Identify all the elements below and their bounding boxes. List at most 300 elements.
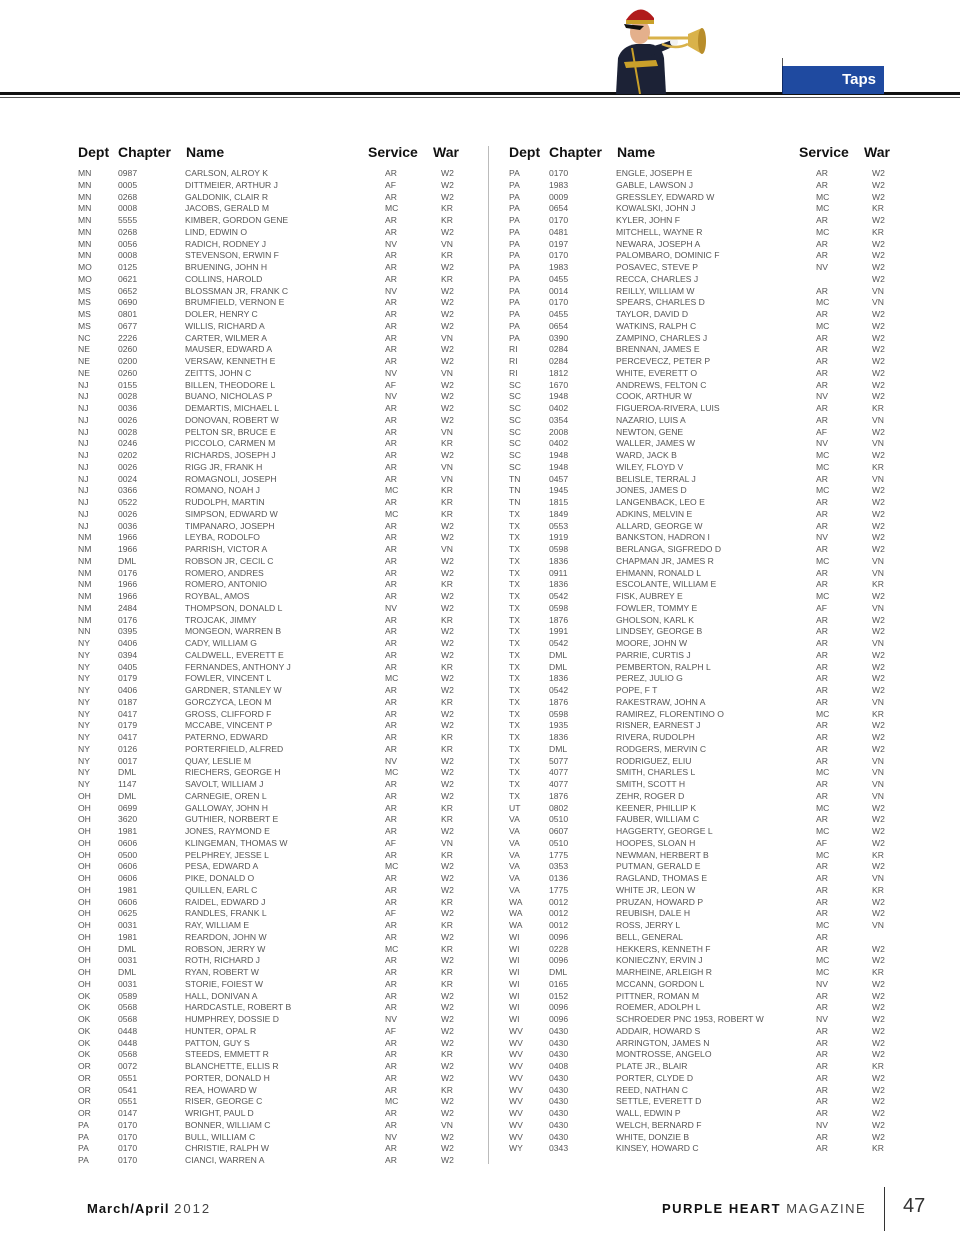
cell-dept: NJ — [78, 508, 89, 519]
cell-dept: TN — [509, 485, 521, 496]
cell-name: CADY, WILLIAM G — [185, 638, 257, 648]
cell-chapter: 0026 — [118, 414, 138, 425]
cell-war: W2 — [441, 520, 454, 531]
cell-dept: OH — [78, 884, 91, 895]
cell-chapter: 2484 — [118, 602, 138, 613]
cell-name: PESA, EDWARD A — [185, 861, 259, 872]
cell-dept: NM — [78, 544, 92, 554]
cell-dept: VA — [509, 814, 520, 825]
cell-war: KR — [441, 943, 453, 954]
cell-service: MC — [816, 450, 830, 460]
cell-war: W2 — [441, 649, 454, 660]
cell-chapter: 0430 — [549, 1072, 569, 1083]
cell-service: MC — [816, 802, 830, 813]
cell-chapter: 0096 — [549, 955, 569, 966]
cell-chapter: 0165 — [549, 978, 569, 989]
cell-chapter: 0197 — [549, 238, 569, 249]
cell-dept: NJ — [78, 473, 89, 484]
cell-dept: PA — [509, 285, 520, 296]
cell-chapter: 0430 — [549, 1119, 569, 1130]
cell-dept: PA — [509, 226, 520, 237]
cell-chapter: 0598 — [549, 602, 569, 613]
cell-chapter: 4077 — [549, 767, 569, 778]
cell-war: W2 — [441, 1014, 454, 1024]
cell-war: KR — [441, 814, 453, 825]
cell-war: W2 — [441, 356, 454, 366]
cell-dept: WI — [509, 1014, 520, 1024]
cell-name: PITTNER, ROMAN M — [616, 990, 700, 1001]
cell-chapter: 0598 — [549, 708, 569, 719]
cell-service: AR — [816, 873, 828, 883]
cell-name: STORIE, FOIEST W — [185, 978, 263, 989]
cell-service: AR — [816, 508, 828, 519]
cell-war: KR — [872, 226, 884, 237]
cell-service: AR — [385, 332, 397, 343]
cell-dept: NJ — [78, 520, 89, 531]
cell-dept: NM — [78, 567, 92, 578]
cell-dept: OH — [78, 920, 91, 930]
header-rule-thin — [0, 97, 960, 98]
cell-chapter: 0510 — [549, 814, 569, 825]
cell-service: AR — [816, 908, 828, 919]
cell-chapter: 0136 — [549, 873, 569, 883]
cell-chapter: 0510 — [549, 837, 569, 848]
cell-dept: TX — [509, 720, 520, 731]
cell-service: AR — [385, 920, 397, 930]
cell-war: W2 — [441, 626, 454, 637]
cell-war: W2 — [872, 1084, 885, 1095]
cell-war: KR — [872, 884, 884, 895]
cell-war: W2 — [441, 873, 454, 883]
cell-chapter: 0542 — [549, 685, 569, 695]
cell-name: RAIDEL, EDWARD J — [185, 896, 266, 907]
cell-war: KR — [872, 967, 884, 977]
cell-service: MC — [385, 485, 399, 496]
cell-service: AR — [385, 273, 397, 284]
cell-name: ZEHR, ROGER D — [616, 790, 685, 801]
cell-war: VN — [441, 473, 453, 484]
cell-name: FOWLER, VINCENT L — [185, 673, 272, 684]
cell-chapter: 0353 — [549, 861, 569, 872]
cell-service: AR — [385, 814, 397, 825]
cell-name: ADDAIR, HOWARD S — [616, 1025, 701, 1036]
cell-name: WRIGHT, PAUL D — [185, 1108, 254, 1118]
cell-service: NV — [385, 391, 397, 402]
cell-war: KR — [441, 743, 453, 754]
cell-service: NV — [816, 532, 828, 543]
cell-chapter: 0500 — [118, 849, 138, 860]
cell-dept: MN — [78, 179, 92, 190]
cell-dept: NY — [78, 779, 90, 789]
issue-year: 2012 — [174, 1201, 212, 1216]
cell-war: KR — [441, 896, 453, 907]
cell-war: W2 — [872, 1119, 885, 1130]
cell-name: PICCOLO, CARMEN M — [185, 438, 276, 449]
cell-service: AR — [816, 414, 828, 425]
cell-war: W2 — [441, 1108, 454, 1118]
cell-name: WILEY, FLOYD V — [616, 461, 684, 472]
cell-service: AR — [816, 814, 828, 825]
cell-name: ROYBAL, AMOS — [185, 591, 250, 601]
cell-war: VN — [872, 790, 884, 801]
cell-name: WARD, JACK B — [616, 450, 677, 460]
cell-war: W2 — [872, 544, 885, 554]
cell-name: ROBSON, JERRY W — [185, 943, 266, 954]
cell-name: PARRISH, VICTOR A — [185, 544, 268, 554]
cell-chapter: 1991 — [549, 626, 569, 637]
cell-chapter: 0170 — [549, 168, 569, 178]
cell-service: AR — [385, 320, 397, 331]
cell-chapter: 0343 — [549, 1143, 569, 1154]
cell-service: AR — [816, 168, 828, 178]
cell-name: POPE, F T — [616, 685, 658, 695]
cell-service: AR — [385, 497, 397, 507]
cell-war: W2 — [872, 1002, 885, 1013]
cell-service: AR — [385, 215, 397, 225]
cell-war: W2 — [872, 955, 885, 966]
cell-service: NV — [385, 1131, 397, 1142]
cell-service: MC — [816, 767, 830, 778]
cell-war: W2 — [872, 367, 885, 378]
cell-war: KR — [872, 579, 884, 590]
cell-service: MC — [816, 226, 830, 237]
cell-dept: NJ — [78, 391, 89, 402]
cell-chapter: 2226 — [118, 332, 138, 343]
cell-dept: NE — [78, 344, 90, 355]
cell-service: AR — [385, 438, 397, 449]
cell-chapter: DML — [549, 661, 568, 672]
cell-service: AR — [385, 450, 397, 460]
cell-chapter: 0406 — [118, 685, 138, 695]
cell-service: AR — [385, 696, 397, 707]
cell-chapter: 0542 — [549, 591, 569, 601]
cell-chapter: 0551 — [118, 1072, 138, 1083]
cell-name: RAY, WILLIAM E — [185, 920, 250, 930]
cell-war: W2 — [872, 908, 885, 919]
cell-chapter: 0176 — [118, 614, 138, 625]
cell-chapter: 0606 — [118, 837, 138, 848]
cell-name: TIMPANARO, JOSEPH — [185, 520, 275, 531]
cell-war: W2 — [441, 403, 454, 413]
cell-name: ROBSON JR, CECIL C — [185, 555, 274, 566]
cell-dept: MS — [78, 309, 91, 319]
cell-chapter: 0009 — [549, 191, 569, 202]
cell-chapter: 0170 — [118, 1143, 138, 1154]
cell-name: RYAN, ROBERT W — [185, 967, 259, 977]
cell-war: W2 — [441, 226, 454, 237]
cell-service: AR — [385, 520, 397, 531]
cell-name: BELISLE, TERRAL J — [616, 473, 696, 484]
cell-dept: NM — [78, 591, 92, 601]
cell-name: WILLIS, RICHARD A — [185, 320, 265, 331]
cell-war: W2 — [441, 908, 454, 919]
cell-name: POSAVEC, STEVE P — [616, 262, 698, 272]
cell-chapter: 0200 — [118, 356, 138, 366]
cell-dept: OH — [78, 896, 91, 907]
cell-service: NV — [816, 1014, 828, 1024]
cell-service: MC — [385, 943, 399, 954]
cell-service: AF — [385, 1025, 396, 1036]
cell-name: CARNEGIE, OREN L — [185, 790, 267, 801]
cell-war: W2 — [441, 532, 454, 543]
cell-service: AR — [816, 579, 828, 590]
cell-service: AR — [385, 591, 397, 601]
cell-chapter: 0553 — [549, 520, 569, 531]
cell-dept: PA — [509, 273, 520, 284]
cell-dept: NJ — [78, 438, 89, 449]
cell-chapter: 0268 — [118, 226, 138, 237]
header-war: War — [864, 144, 890, 160]
cell-name: DITTMEIER, ARTHUR J — [185, 179, 278, 190]
cell-dept: TX — [509, 544, 520, 554]
cell-dept: OH — [78, 837, 91, 848]
cell-chapter: 2008 — [549, 426, 569, 437]
cell-war: W2 — [872, 273, 885, 284]
cell-chapter: 1983 — [549, 262, 569, 272]
cell-war: W2 — [441, 1131, 454, 1142]
cell-dept: TX — [509, 649, 520, 660]
cell-dept: UT — [509, 802, 521, 813]
cell-service: AR — [816, 1002, 828, 1013]
cell-name: ROMERO, ANTONIO — [185, 579, 267, 590]
cell-war: KR — [872, 1143, 884, 1154]
cell-war: W2 — [872, 626, 885, 637]
cell-chapter: 0542 — [549, 638, 569, 648]
cell-chapter: 0024 — [118, 473, 138, 484]
cell-war: KR — [872, 1061, 884, 1071]
cell-service: AR — [816, 179, 828, 190]
cell-service: AR — [816, 990, 828, 1001]
cell-war: W2 — [441, 1096, 454, 1107]
cell-service: AR — [385, 708, 397, 719]
cell-name: ARRINGTON, JAMES N — [616, 1037, 710, 1048]
cell-chapter: 1948 — [549, 391, 569, 402]
cell-name: LEYBA, RODOLFO — [185, 532, 260, 543]
header-name: Name — [617, 144, 656, 160]
cell-chapter: 0012 — [549, 908, 569, 919]
cell-service: AR — [816, 1143, 828, 1154]
cell-chapter: DML — [118, 943, 137, 954]
cell-service: MC — [385, 1096, 399, 1107]
cell-dept: PA — [78, 1155, 89, 1165]
cell-name: DEMARTIS, MICHAEL L — [185, 403, 280, 413]
cell-chapter: 0448 — [118, 1025, 138, 1036]
cell-chapter: 0621 — [118, 273, 138, 284]
cell-dept: NY — [78, 755, 90, 766]
cell-war: KR — [441, 849, 453, 860]
cell-service: AR — [385, 1108, 397, 1118]
cell-war: W2 — [872, 826, 885, 836]
cell-war: W2 — [441, 790, 454, 801]
cell-war: W2 — [441, 1025, 454, 1036]
cell-chapter: 1966 — [118, 579, 138, 590]
cell-chapter: 0028 — [118, 391, 138, 402]
cell-war: W2 — [441, 414, 454, 425]
cell-service: AR — [816, 720, 828, 731]
cell-dept: SC — [509, 450, 521, 460]
cell-name: GABLE, LAWSON J — [616, 179, 694, 190]
cell-chapter: 0202 — [118, 450, 138, 460]
cell-war: W2 — [872, 520, 885, 531]
cell-dept: NY — [78, 661, 90, 672]
cell-chapter: 0284 — [549, 344, 569, 355]
cell-name: CHRISTIE, RALPH W — [185, 1143, 270, 1154]
cell-service: AR — [385, 873, 397, 883]
cell-chapter: 0606 — [118, 861, 138, 872]
cell-service: AR — [385, 1119, 397, 1130]
cell-chapter: 0096 — [549, 1014, 569, 1024]
cell-dept: OH — [78, 955, 91, 966]
cell-service: AR — [816, 1072, 828, 1083]
cell-service: AR — [385, 309, 397, 319]
cell-chapter: 0228 — [549, 943, 569, 954]
cell-name: ALLARD, GEORGE W — [616, 520, 703, 531]
cell-chapter: 0568 — [118, 1014, 138, 1024]
cell-chapter: 0607 — [549, 826, 569, 836]
cell-war: KR — [441, 485, 453, 496]
cell-service: AF — [816, 837, 827, 848]
cell-name: BRENNAN, JAMES E — [616, 344, 700, 355]
cell-name: QUILLEN, EARL C — [185, 884, 258, 895]
cell-service: AR — [385, 226, 397, 237]
cell-dept: TX — [509, 520, 520, 531]
cell-war: W2 — [872, 179, 885, 190]
cell-war: W2 — [872, 591, 885, 601]
cell-war: W2 — [872, 508, 885, 519]
cell-name: WALL, EDWIN P — [616, 1108, 681, 1118]
cell-dept: VA — [509, 861, 520, 872]
cell-service: MC — [816, 320, 830, 331]
cell-service: AR — [816, 1131, 828, 1142]
cell-chapter: 3620 — [118, 814, 138, 825]
cell-name: PELTON SR, BRUCE E — [185, 426, 276, 437]
cell-service: AR — [816, 1025, 828, 1036]
cell-war: KR — [441, 732, 453, 742]
cell-dept: WV — [509, 1072, 523, 1083]
cell-name: GHOLSON, KARL K — [616, 614, 695, 625]
cell-war: W2 — [872, 344, 885, 355]
cell-chapter: DML — [118, 967, 137, 977]
cell-service: MC — [816, 955, 830, 966]
cell-war: W2 — [872, 673, 885, 684]
cell-name: PORTERFIELD, ALFRED — [185, 743, 284, 754]
header-dept: Dept — [509, 144, 541, 160]
cell-service: AR — [385, 955, 397, 966]
cell-chapter: 1948 — [549, 461, 569, 472]
cell-name: PALOMBARO, DOMINIC F — [616, 250, 720, 261]
cell-dept: TX — [509, 685, 520, 695]
footer-divider — [884, 1187, 885, 1231]
cell-service: AR — [816, 696, 828, 707]
cell-chapter: 0677 — [118, 320, 138, 331]
cell-chapter: 0026 — [118, 461, 138, 472]
cell-service: AR — [385, 802, 397, 813]
cell-name: KIMBER, GORDON GENE — [185, 215, 289, 225]
cell-service: NV — [816, 391, 828, 402]
cell-chapter: 1775 — [549, 884, 569, 895]
cell-name: MONTROSSE, ANGELO — [616, 1049, 712, 1060]
cell-service: AR — [816, 1049, 828, 1060]
cell-name: JONES, JAMES D — [616, 485, 687, 496]
cell-war: W2 — [872, 990, 885, 1001]
cell-name: COOK, ARTHUR W — [616, 391, 692, 402]
cell-war: KR — [872, 203, 884, 214]
cell-service: AR — [816, 367, 828, 378]
cell-war: VN — [441, 1119, 453, 1130]
cell-war: W2 — [872, 532, 885, 543]
cell-chapter: 0366 — [118, 485, 138, 496]
cell-war: W2 — [441, 591, 454, 601]
cell-dept: WA — [509, 920, 523, 930]
cell-name: HEKKERS, KENNETH F — [616, 943, 711, 954]
cell-service: AR — [816, 943, 828, 954]
cell-war: VN — [441, 367, 453, 378]
cell-war: W2 — [441, 1155, 454, 1165]
cell-service: AR — [385, 626, 397, 637]
cell-dept: NE — [78, 356, 90, 366]
cell-name: FERNANDES, ANTHONY J — [185, 661, 291, 672]
cell-name: WHITE, DONZIE B — [616, 1131, 690, 1142]
cell-dept: TX — [509, 567, 520, 578]
cell-service: AR — [385, 638, 397, 648]
cell-name: RODRIGUEZ, ELIU — [616, 755, 692, 766]
cell-name: REA, HOWARD W — [185, 1084, 257, 1095]
cell-service: AR — [816, 356, 828, 366]
cell-war: W2 — [441, 1002, 454, 1013]
cell-dept: OK — [78, 990, 91, 1001]
cell-service: AR — [385, 884, 397, 895]
cell-dept: TX — [509, 779, 520, 789]
cell-chapter: 1876 — [549, 614, 569, 625]
cell-dept: OH — [78, 908, 91, 919]
cell-chapter: 0430 — [549, 1108, 569, 1118]
cell-name: BANKSTON, HADRON I — [616, 532, 710, 543]
cell-dept: PA — [509, 191, 520, 202]
cell-service: NV — [385, 367, 397, 378]
cell-name: SPEARS, CHARLES D — [616, 297, 705, 308]
cell-chapter: 0170 — [118, 1131, 138, 1142]
cell-chapter: 0551 — [118, 1096, 138, 1107]
cell-war: W2 — [872, 309, 885, 319]
cell-dept: TX — [509, 602, 520, 613]
cell-service: AR — [816, 285, 828, 296]
cell-chapter: 1981 — [118, 826, 138, 836]
cell-war: W2 — [872, 1096, 885, 1107]
cell-service: AR — [385, 544, 397, 554]
cell-name: ZAMPINO, CHARLES J — [616, 332, 708, 343]
cell-service: AR — [385, 191, 397, 202]
cell-chapter: 1983 — [549, 179, 569, 190]
cell-name: PELPHREY, JESSE L — [185, 849, 269, 860]
cell-service: AR — [385, 720, 397, 731]
cell-name: CARLSON, ALROY K — [185, 168, 268, 178]
cell-dept: RI — [509, 344, 518, 355]
cell-dept: TX — [509, 614, 520, 625]
magazine-name-rest: MAGAZINE — [786, 1201, 867, 1216]
cell-chapter: 0457 — [549, 473, 569, 484]
cell-dept: OK — [78, 1014, 91, 1024]
cell-chapter: 0176 — [118, 567, 138, 578]
cell-dept: WI — [509, 978, 520, 989]
cell-name: GALLOWAY, JOHN H — [185, 802, 268, 813]
cell-dept: TX — [509, 673, 520, 684]
cell-war: W2 — [441, 884, 454, 895]
cell-war: W2 — [441, 720, 454, 731]
cell-chapter: 1836 — [549, 732, 569, 742]
cell-dept: NY — [78, 696, 90, 707]
cell-chapter: 1147 — [118, 779, 137, 789]
cell-dept: WI — [509, 990, 520, 1001]
